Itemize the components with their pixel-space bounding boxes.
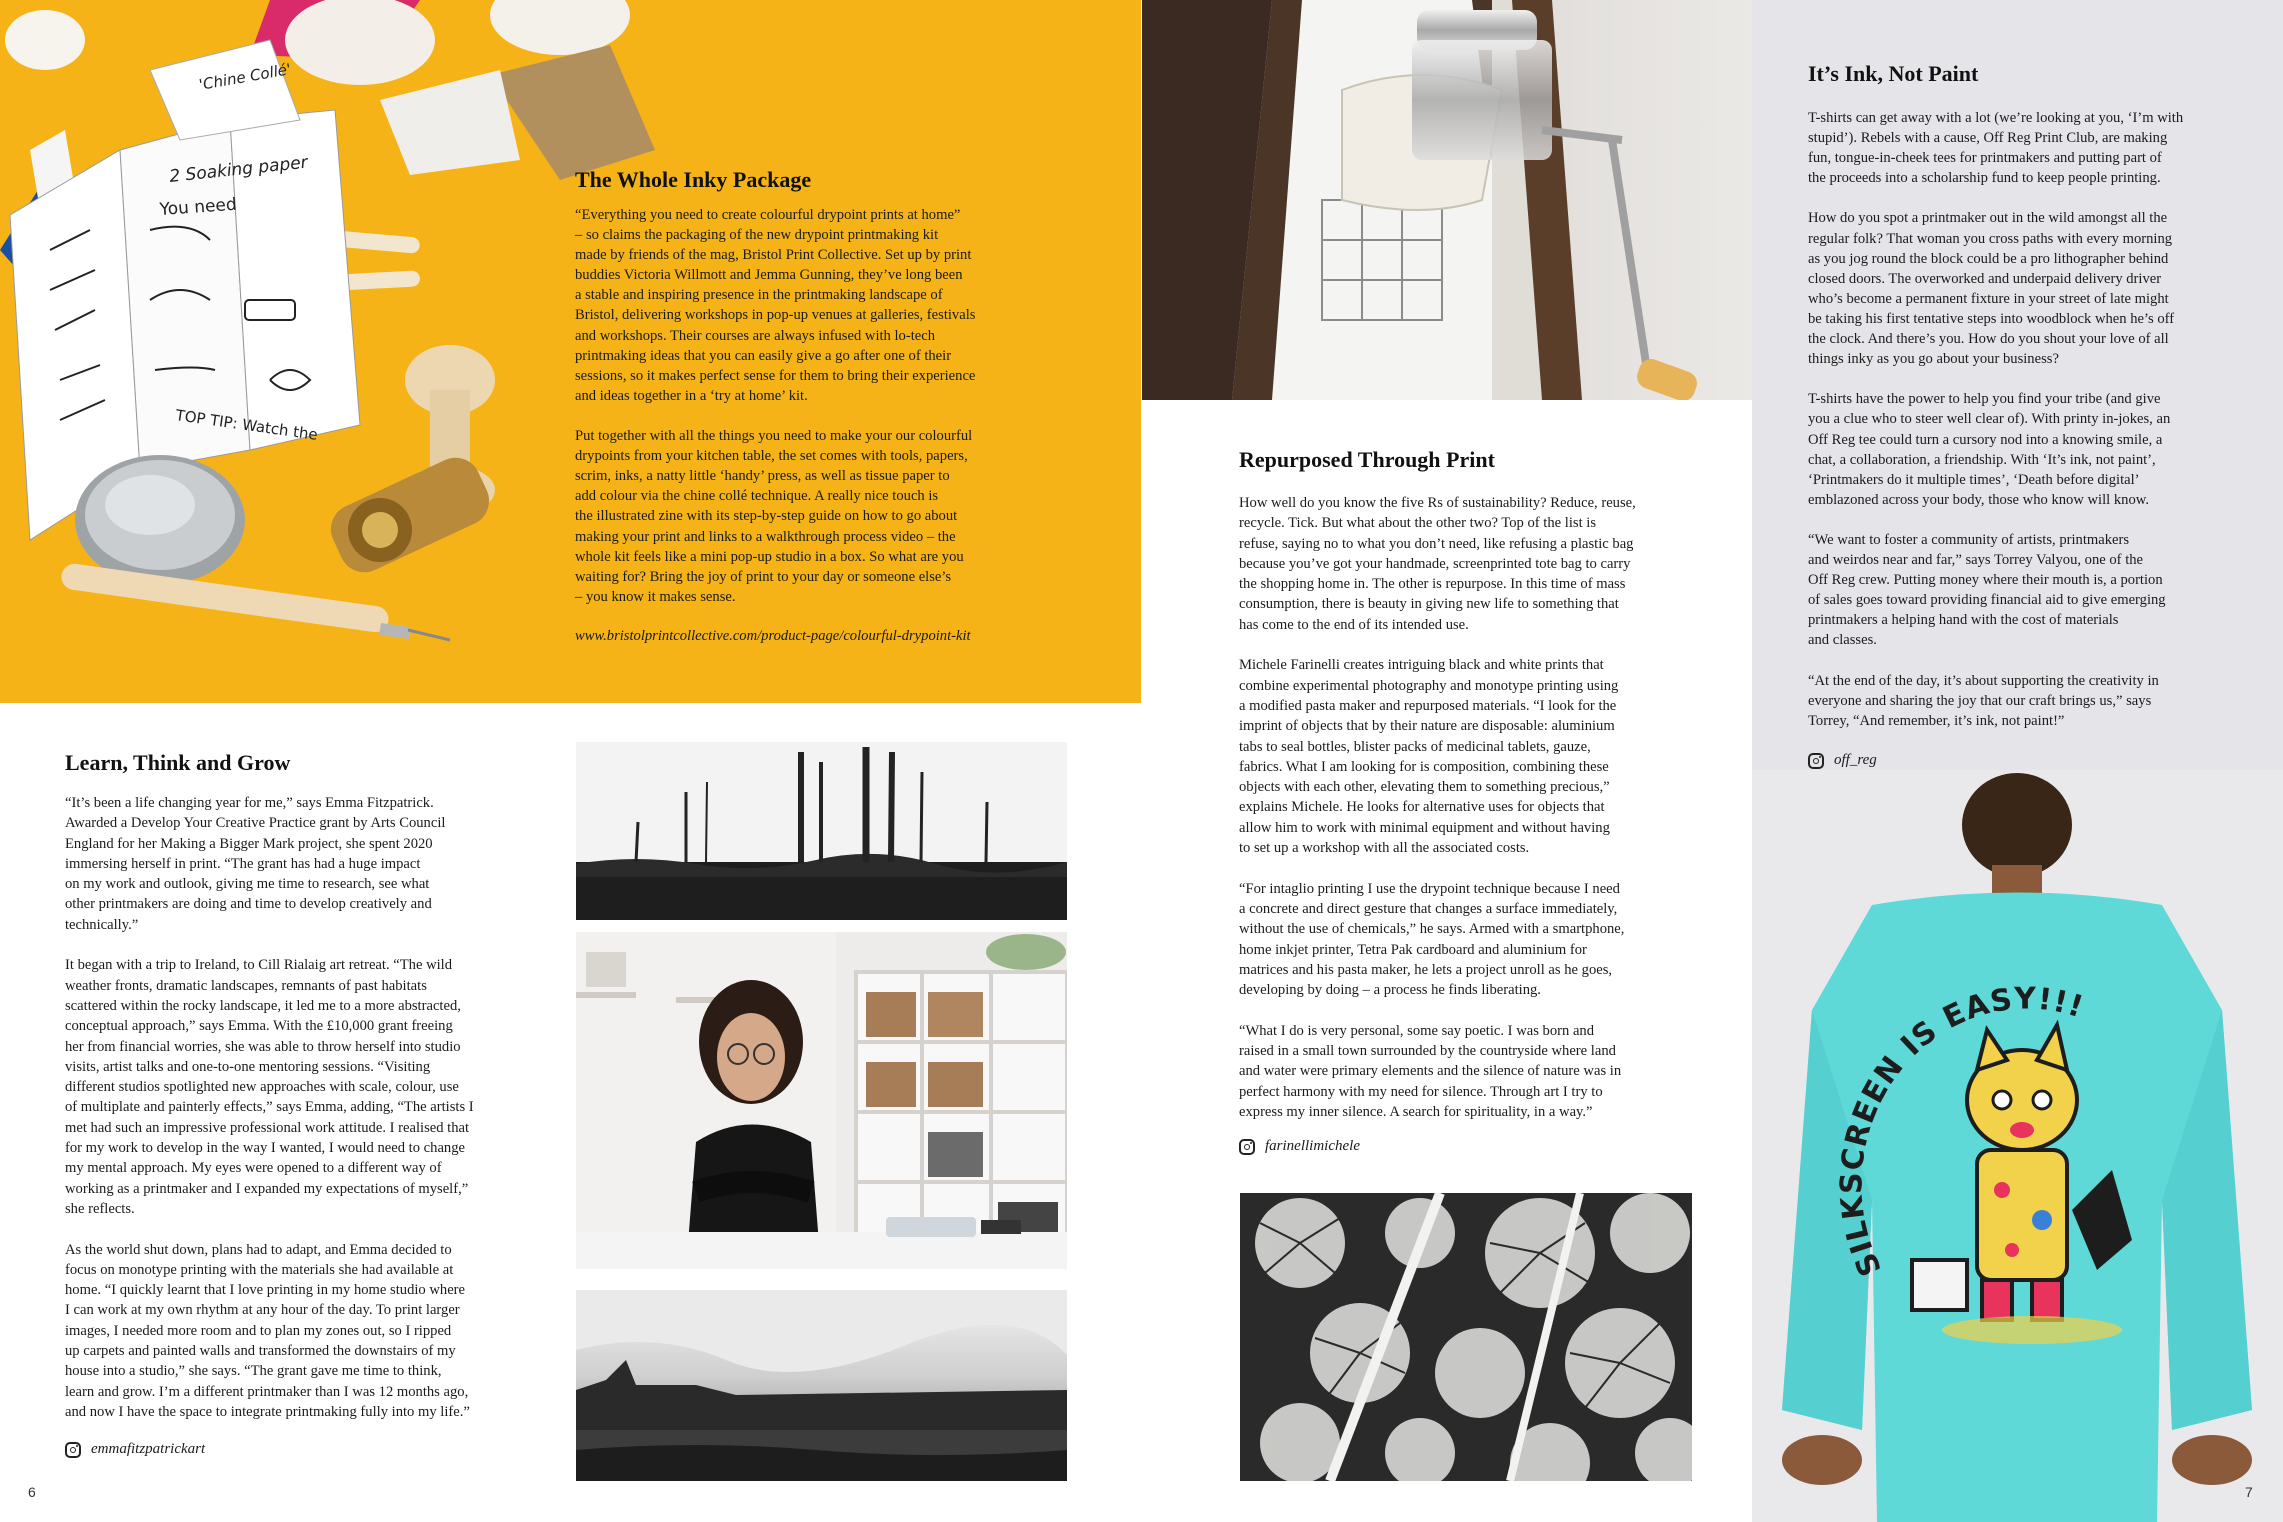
ink-not-paint-body: T-shirts can get away with a lot (we’re looking at you, ‘I’m with stupid’). Rebels with a cause, Off Reg Print Club, are making fun, tongue-in-cheek tees for printmakers and putting part of the proceeds into a scholarship fund to keep people printing. How do you spot a printmaker out in the wild amongst all the regular folk? That woman you cross paths with every morning as you jog round the block could be a pro lithographer behind closed doors. The overworked and underpaid delivery driver who’s become a permanent fixture in your street of late might be taking his first tentative steps into woodblock when he’s off the clock. And there’s you. How do you shout your love of all things inky as you go about your business? T-shirts have the power to help you find your tribe (and give you a clue who to steer well clear of). With printy in-jokes, an Off Reg tee could turn a cursory nod into a knowing smile, a chat, a collaboration, a friendship. With ‘It’s ink, not paint’, ‘Printmakers do it multiple times’, ‘Death before digital’ emblazoned across your body, those who know will know. “We want to foster a community of artists, printmakers and weirdos near and far,” says Torrey Valyou, one of the Off Reg crew. Putting money where their mouth is, a portion of sales goes toward providing financial aid to give emerging printmakers a helping hand with the cost of materials and classes. “At the end of the day, it’s about supporting the creativity in everyone and sharing the joy that our craft brings us,” says Torrey, “And remember, it’s ink, not paint!”	[1808, 110, 2184, 729]
tee-slogan: SILKSCREEN IS EASY!!!	[1834, 981, 2089, 1282]
learn-think-grow-body: “It’s been a life changing year for me,” says Emma Fitzpatrick. Awarded a Develop Your Creative Practice grant by Arts Council England for her Making a Bigger Mark project, she spent 2020 immersing herself in print. “The grant has had a huge impact on my work and outlook, giving me time to research, see what other printmakers are doing and time to develop creatively and technically.” It began with a trip to Ireland, to Cill Rialaig art retreat. “The wild weather fronts, dramatic landscapes, remnants of past habitats scattered within the rocky landscape, it led me to a more abstracted, conceptual approach,” says Emma. With the £10,000 grant freeing her from financial worries, she was able to throw herself into studio visits, artist talks and one-to-one mentoring sessions. “Visiting different studios spotlighted new approaches with scale, colour, use of multiplate and painterly effects,” says Emma, adding, “The artists I met had such an impressive professional work attitude. I realised that for my work to develop in the way I wanted, I would need to change my mental approach. My eyes were opened to a different way of working as a printmaker and I expanded my expectations of myself,” she reflects. As the world shut down, plans had to adapt, and Emma decided to focus on monotype printing with the materials she had available at home. “I quickly learnt that I love printing in my home studio where I can work at my own rhythm at any hour of the day. To print larger images, I needed more room and to plan my zones out, so I ripped up carpets and painted walls and transformed the downstairs of my house into a studio,” she says. “The grant gave me time to think, learn and grow. I’m a different printmaker than I was 12 months ago, and now I have the space to integrate printmaking fully into my life.”	[65, 795, 474, 1420]
page-number-right: 7	[2245, 1484, 2253, 1500]
svg-text:You need: You need	[158, 194, 238, 220]
svg-text:TOP TIP: Watch the: TOP TIP: Watch the	[174, 406, 319, 444]
repurposed-body: How well do you know the five Rs of sustainability? Reduce, reuse, recycle. Tick. But what about the other two? Top of the list is refuse, saying no to what you don’t need, like refusing a plastic bag because you’ve got your handmade, screenprinted tote bag to carry the shopping home in. The other is repurpose. In this time of mass consumption, there is beauty in giving new life to something that has come to the end of its intended use. Michele Farinelli creates intriguing black and white prints that combine experimental photography and monotype printing using a modified pasta maker and repurposed materials. “I look for the imprint of objects that by their nature are disposable: aluminium tabs to seal bottles, blister packs of medicinal tablets, gauze, fabrics. What I am looking for is composition, combining these objects with each other, elevating them to something precious,” explains Michele. He looks for alternative uses for objects that allow him to work with minimal equipment and without having to set up a workshop with all the associated costs. “For intaglio printing I use the drypoint technique because I need a concrete and direct gesture that changes a surface immediately, without the use of chemicals,” he says. Armed with a smartphone, home inkjet printer, Tetra Pak cardboard and aluminium for matrices and his pasta maker, he lets a project unroll as he goes, developing by doing – a process he finds liberating. “What I do is very personal, some say poetic. I was born and raised in a small town surrounded by the countryside where land and water were primary elements and the silence of nature was in perfect harmony with my need for silence. Through art I try to express my inner silence. A search for spirituality, in a way.”	[1239, 495, 1636, 1120]
instagram-icon	[1239, 1139, 1255, 1155]
inky-package-title: The Whole Inky Package	[575, 167, 812, 192]
ink-not-paint-title: It’s Ink, Not Paint	[1808, 61, 1979, 86]
inky-package-body: “Everything you need to create colourful drypoint prints at home” – so claims the packaging of the new drypoint printmaking kit made by friends of the mag, Bristol Print Collective. Set up by print buddies Victoria Willmott and Jemma Gunning, they’ve long been a stable and inspiring presence in the printmaking landscape of Bristol, delivering workshops in pop-up venues at galleries, festivals and workshops. Their courses are always infused with lo-tech printmaking ideas that you can easily give a go after one of their sessions, so it makes perfect sense for them to bring their experience and ideas together in a ‘try at home’ kit. Put together with all the things you need to make your our colourful drypoints from your kitchen table, the set comes with tools, papers, scrim, inks, a natty little ‘handy’ press, as well as tissue paper to add colour via the chine collé technique. A really nice touch is the illustrated zine with its step-by-step guide on how to go about making your print and links to a walkthrough process video – the whole kit feels like a mini pop-up studio in a box. So what are you waiting for? Bring the joy of print to your day or someone else’s – you know it makes sense.	[575, 207, 976, 605]
off-reg-handle[interactable]	[1808, 752, 1877, 769]
off-reg-tee-photo	[1752, 770, 2283, 1522]
repurposed-title: Repurposed Through Print	[1239, 447, 1495, 472]
emma-landscape-print-1	[576, 742, 1067, 920]
drypoint-kit-photo	[0, 0, 1141, 703]
emma-portrait-photo	[576, 932, 1067, 1269]
inky-package-link[interactable]: www.bristolprintcollective.com/product-page/colourful-drypoint-kit	[575, 628, 971, 644]
svg-text:2 Soaking paper: 2 Soaking paper	[168, 152, 309, 187]
emma-handle-text: emmafitzpatrickart	[91, 1441, 206, 1457]
farinelli-handle[interactable]	[1239, 1138, 1360, 1155]
pasta-press-photo	[1142, 0, 1752, 400]
instagram-icon	[1808, 753, 1824, 769]
instagram-icon	[65, 1442, 81, 1458]
off-reg-handle-text: off_reg	[1834, 752, 1877, 768]
farinelli-monotype-print	[1240, 1193, 1692, 1481]
page-number-left: 6	[28, 1484, 36, 1500]
farinelli-handle-text: farinellimichele	[1265, 1138, 1360, 1154]
emma-handle[interactable]	[65, 1441, 205, 1458]
svg-text:'Chine Collé': 'Chine Collé'	[197, 60, 293, 94]
learn-think-grow-title: Learn, Think and Grow	[65, 750, 291, 775]
emma-landscape-print-2	[576, 1290, 1067, 1481]
